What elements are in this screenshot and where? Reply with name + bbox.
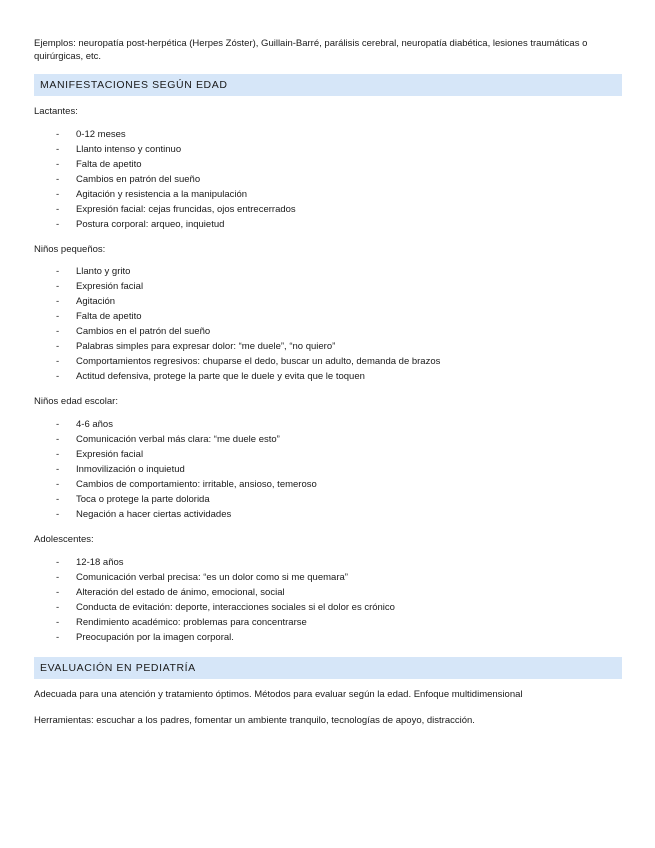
list-item-text: Agitación — [76, 296, 116, 308]
list-item-text: Expresión facial — [76, 281, 144, 293]
list-item — [34, 144, 622, 159]
list-item-text: Agitación y resistencia a la manipulación — [76, 188, 248, 200]
list-item-text: Postura corporal: arqueo, inquietud — [76, 218, 225, 230]
bullet-list — [34, 266, 622, 386]
list-item-text: Inmovilización o inquietud — [76, 464, 185, 476]
list-item — [34, 174, 622, 189]
list-item — [34, 129, 622, 144]
list-item-text: Preocupación por la imagen corporal. — [76, 632, 234, 644]
bullet-list — [34, 419, 622, 524]
group-title: Niños pequeños: — [34, 243, 106, 255]
dash-bullet-icon: - — [56, 434, 60, 446]
list-item — [34, 509, 622, 524]
tools-paragraph: Herramientas: escuchar a los padres, fomentar un ambiente tranquilo, tecnologías de apoyo, distracción. — [34, 715, 475, 727]
dash-bullet-icon: - — [56, 281, 60, 293]
dash-bullet-icon: - — [56, 479, 60, 491]
list-item-text: Expresión facial: cejas fruncidas, ojos entrecerrados — [76, 203, 296, 215]
list-item — [34, 266, 622, 281]
dash-bullet-icon: - — [56, 602, 60, 614]
dash-bullet-icon: - — [56, 494, 60, 506]
list-item — [34, 311, 622, 326]
list-item-text: Palabras simples para expresar dolor: “me duele”, “no quiero” — [76, 341, 336, 353]
dash-bullet-icon: - — [56, 341, 60, 353]
list-item — [34, 434, 622, 449]
list-item — [34, 587, 622, 602]
dash-bullet-icon: - — [56, 617, 60, 629]
list-item-text: 4-6 años — [76, 419, 113, 431]
list-item-text: 0-12 meses — [76, 128, 126, 140]
list-item-text: Comportamientos regresivos: chuparse el dedo, buscar un adulto, demanda de brazos — [76, 356, 441, 368]
list-item — [34, 494, 622, 509]
age-groups — [34, 106, 622, 647]
dash-bullet-icon: - — [56, 509, 60, 521]
list-item — [34, 632, 622, 647]
list-item-text: Cambios de comportamiento: irritable, ansioso, temeroso — [76, 479, 317, 491]
list-item-text: Conducta de evitación: deporte, interacciones sociales si el dolor es crónico — [76, 602, 395, 614]
dash-bullet-icon: - — [56, 188, 60, 200]
section-heading-manifestations: MANIFESTACIONES SEGÚN EDAD — [34, 74, 622, 96]
dash-bullet-icon: - — [56, 203, 60, 215]
intro-paragraph: Ejemplos: neuropatía post-herpética (Herpes Zóster), Guillain-Barré, parálisis cerebral, neuropatía diabética, lesiones traumáticas o quirúrgicas, etc. — [34, 38, 588, 62]
dash-bullet-icon: - — [56, 587, 60, 599]
list-item-text: Llanto intenso y continuo — [76, 143, 182, 155]
list-item — [34, 572, 622, 587]
dash-bullet-icon: - — [56, 326, 60, 338]
list-item — [34, 296, 622, 311]
dash-bullet-icon: - — [56, 449, 60, 461]
list-item — [34, 281, 622, 296]
list-item — [34, 356, 622, 371]
section-heading-evaluation: EVALUACIÓN EN PEDIATRÍA — [34, 657, 622, 679]
list-item-text: Actitud defensiva, protege la parte que le duele y evita que le toquen — [76, 371, 365, 383]
list-item — [34, 419, 622, 434]
evaluation-body — [34, 689, 622, 728]
list-item — [34, 159, 622, 174]
list-item — [34, 464, 622, 479]
bullet-list — [34, 557, 622, 647]
list-item-text: Llanto y grito — [76, 266, 131, 278]
list-item — [34, 371, 622, 386]
group-title: Lactantes: — [34, 105, 78, 117]
list-item-text: Toca o protege la parte dolorida — [76, 494, 210, 506]
list-item-text: 12-18 años — [76, 557, 124, 569]
dash-bullet-icon: - — [56, 557, 60, 569]
list-item-text: Falta de apetito — [76, 311, 142, 323]
list-item — [34, 326, 622, 341]
list-item — [34, 479, 622, 494]
list-item — [34, 341, 622, 356]
list-item — [34, 219, 622, 234]
dash-bullet-icon: - — [56, 173, 60, 185]
dash-bullet-icon: - — [56, 419, 60, 431]
list-item-text: Alteración del estado de ánimo, emocional, social — [76, 587, 285, 599]
list-item — [34, 204, 622, 219]
document-content — [34, 38, 622, 741]
dash-bullet-icon: - — [56, 572, 60, 584]
list-item — [34, 189, 622, 204]
dash-bullet-icon: - — [56, 266, 60, 278]
dash-bullet-icon: - — [56, 632, 60, 644]
bullet-list — [34, 129, 622, 234]
group-title: Niños edad escolar: — [34, 396, 118, 408]
group-title: Adolescentes: — [34, 534, 94, 546]
dash-bullet-icon: - — [56, 128, 60, 140]
list-item — [34, 449, 622, 464]
dash-bullet-icon: - — [56, 371, 60, 383]
dash-bullet-icon: - — [56, 158, 60, 170]
dash-bullet-icon: - — [56, 464, 60, 476]
list-item-text: Negación a hacer ciertas actividades — [76, 509, 232, 521]
list-item-text: Comunicación verbal más clara: “me duele esto” — [76, 434, 280, 446]
dash-bullet-icon: - — [56, 311, 60, 323]
list-item-text: Cambios en patrón del sueño — [76, 173, 201, 185]
dash-bullet-icon: - — [56, 296, 60, 308]
list-item-text: Rendimiento académico: problemas para concentrarse — [76, 617, 307, 629]
list-item-text: Falta de apetito — [76, 158, 142, 170]
list-item-text: Expresión facial — [76, 449, 144, 461]
dash-bullet-icon: - — [56, 218, 60, 230]
list-item — [34, 602, 622, 617]
list-item-text: Comunicación verbal precisa: “es un dolor como si me quemara” — [76, 572, 348, 584]
dash-bullet-icon: - — [56, 356, 60, 368]
list-item — [34, 557, 622, 572]
list-item — [34, 617, 622, 632]
dash-bullet-icon: - — [56, 143, 60, 155]
evaluation-paragraph: Adecuada para una atención y tratamiento óptimos. Métodos para evaluar según la edad. Enfoque multidimensional — [34, 689, 523, 701]
list-item-text: Cambios en el patrón del sueño — [76, 326, 211, 338]
